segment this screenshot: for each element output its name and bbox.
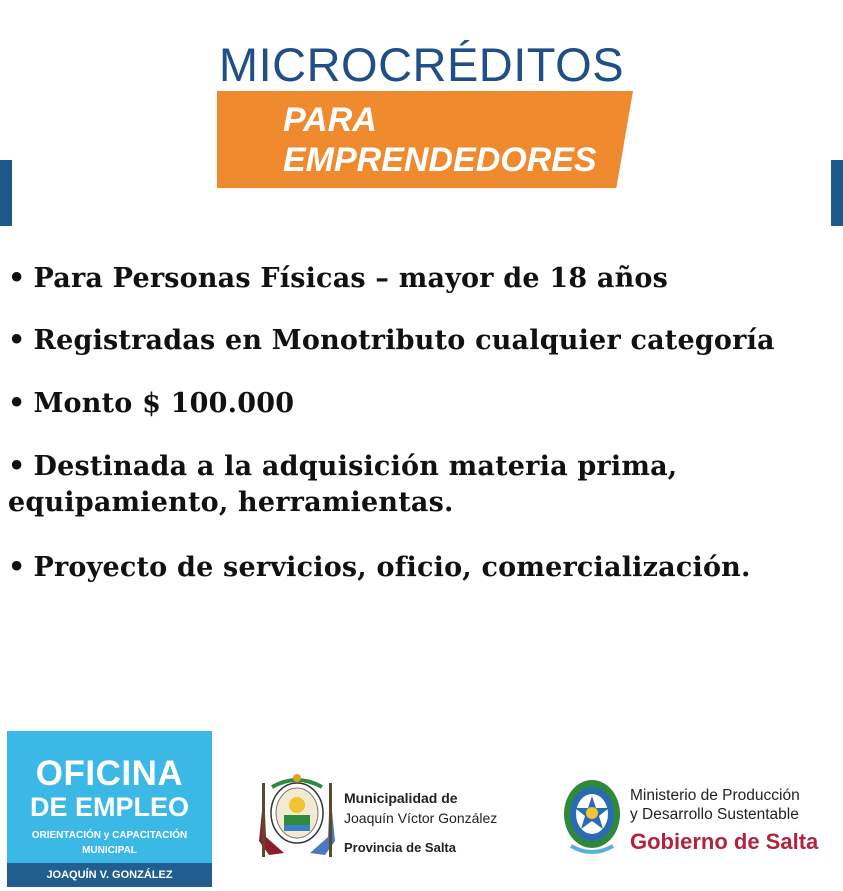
municipal-seal-icon — [254, 771, 340, 859]
list-item-text: Destinada a la adquisición materia prima, equipamiento, herramientas. — [8, 451, 678, 518]
list-item — [8, 449, 840, 521]
oficina-line-4: MUNICIPAL — [82, 845, 137, 856]
gobierno-text — [630, 786, 842, 856]
oficina-bottom-bar — [7, 863, 212, 887]
subtitle-text — [283, 100, 613, 180]
bullet-icon: • — [8, 388, 26, 419]
poster-title: MICROCRÉDITOS — [218, 38, 625, 91]
municipalidad-line-2: Joaquín Víctor González — [344, 810, 498, 826]
bullet-icon: • — [8, 263, 26, 294]
gobierno-line-1: Ministerio de Producción — [630, 787, 800, 804]
left-edge-accent — [0, 160, 12, 226]
subtitle-line-1: PARA — [283, 101, 377, 139]
gobierno-line-2: y Desarrollo Sustentable — [630, 806, 799, 823]
subtitle-line-2: EMPRENDEDORES — [283, 141, 597, 179]
oficina-line-2: DE EMPLEO — [29, 792, 190, 822]
salta-emblem-icon — [561, 776, 623, 858]
oficina-line-5: JOAQUÍN V. GONZÁLEZ — [46, 869, 173, 881]
municipalidad-text — [344, 788, 549, 858]
list-item-text: Monto $ 100.000 — [33, 388, 295, 419]
municipalidad-line-3: Provincia de Salta — [344, 840, 456, 855]
list-item-text: Proyecto de servicios, oficio, comercialización. — [33, 552, 751, 583]
oficina-empleo-logo — [7, 731, 212, 887]
bullet-icon: • — [8, 552, 26, 583]
list-item-text: Para Personas Físicas – mayor de 18 años — [33, 263, 669, 294]
list-item-text: Registradas en Monotributo cualquier categoría — [33, 325, 775, 356]
bullet-icon: • — [8, 451, 26, 482]
municipalidad-line-1: Municipalidad de — [344, 790, 458, 806]
list-item — [8, 262, 668, 296]
list-item — [8, 324, 775, 358]
list-item — [8, 387, 294, 421]
bullet-icon: • — [8, 325, 26, 356]
oficina-line-3: ORIENTACIÓN y CAPACITACIÓN — [31, 830, 188, 841]
oficina-line-1: OFICINA — [35, 754, 184, 793]
gobierno-line-3: Gobierno de Salta — [630, 829, 819, 854]
right-edge-accent — [831, 160, 843, 226]
list-item — [8, 551, 751, 585]
